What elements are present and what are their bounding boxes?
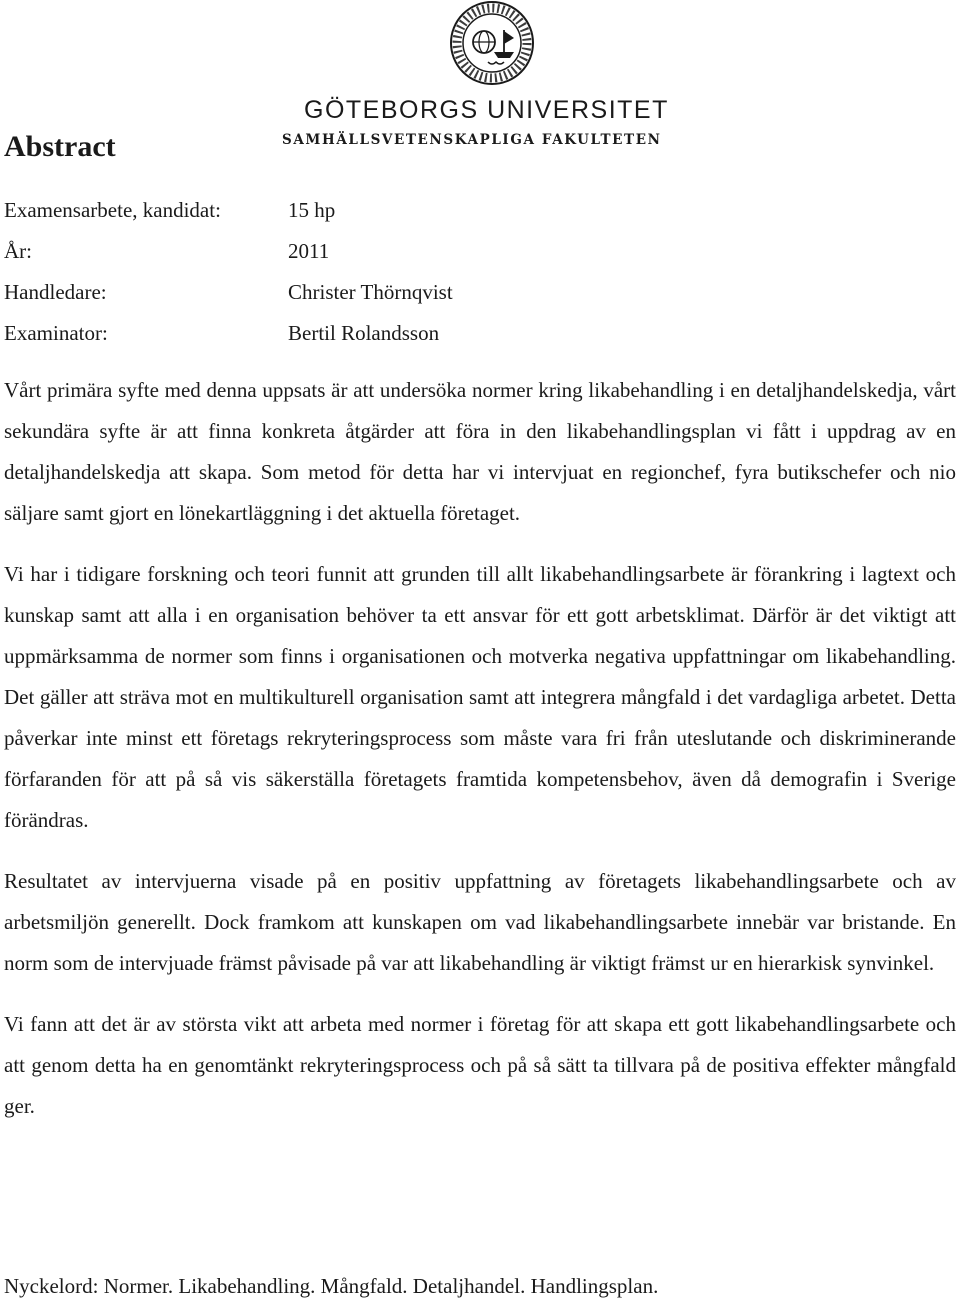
meta-value: 15 hp <box>288 198 336 222</box>
meta-value: Christer Thörnqvist <box>288 280 453 304</box>
university-seal-icon <box>448 0 536 86</box>
abstract-paragraph: Vårt primära syfte med denna uppsats är att undersöka normer kring likabehandling i en detaljhandelskedja, vårt sekundära syfte är att finna konkreta åtgärder att föra in den likabehandlingsplan vi fått i uppdrag av en detaljhandelskedja att skapa. Som metod för detta har vi intervjuat en regionchef, fyra butikschefer och nio säljare samt gjort en lönekartläggning i det aktuella företaget. <box>4 378 956 525</box>
university-name: GÖTEBORGS UNIVERSITET <box>304 96 669 124</box>
abstract-paragraph: Vi fann att det är av största vikt att arbeta med normer i företag för att skapa ett gott likabehandlingsarbete och att genom detta ha en genomtänkt rekryteringsprocess och på så sätt ta tillvara på de positiva effekter mångfald ger. <box>4 1012 956 1118</box>
meta-label: Handledare: <box>4 280 107 304</box>
meta-row-course <box>4 190 604 231</box>
meta-label: Examensarbete, kandidat: <box>4 198 221 222</box>
page-title: Abstract <box>4 130 116 163</box>
abstract-body <box>4 370 956 1147</box>
meta-row-year <box>4 231 604 272</box>
abstract-paragraph: Vi har i tidigare forskning och teori funnit att grunden till allt likabehandlingsarbete är förankring i lagtext och kunskap samt att alla i en organisation behöver ta ett ansvar för ett gott arbetsklimat. Därför är det viktigt att uppmärksamma de normer som finns i organisationen och motverka negativa uppfattningar om likabehandling. Det gäller att sträva mot en multikulturell organisation samt att integrera mångfald i det vardagliga arbetet. Detta påverkar inte minst ett företags rekryteringsprocess som måste vara fri från uteslutande och diskriminerande förfaranden för att på så vis säkerställa företagets framtida kompetensbehov, även då demografin i Sverige förändras. <box>4 562 956 832</box>
keywords-line: Nyckelord: Normer. Likabehandling. Mångfald. Detaljhandel. Handlingsplan. <box>4 1274 659 1298</box>
abstract-paragraph: Resultatet av intervjuerna visade på en positiv uppfattning av företagets likabehandlingsarbete och av arbetsmiljön generellt. Dock framkom att kunskapen om vad likabehandlingsarbete innebär var bristande. En norm som de intervjuade främst påvisade på var att likabehandling är viktigt främst ur en hierarkisk synvinkel. <box>4 869 956 975</box>
metadata-table <box>4 190 604 354</box>
meta-row-supervisor <box>4 272 604 313</box>
university-logo <box>280 0 720 160</box>
meta-row-examiner <box>4 313 604 354</box>
meta-value: Bertil Rolandsson <box>288 321 440 345</box>
meta-label: År: <box>4 239 32 263</box>
faculty-name: SAMHÄLLSVETENSKAPLIGA FAKULTETEN <box>282 132 662 148</box>
meta-value: 2011 <box>288 239 330 263</box>
meta-label: Examinator: <box>4 321 108 345</box>
